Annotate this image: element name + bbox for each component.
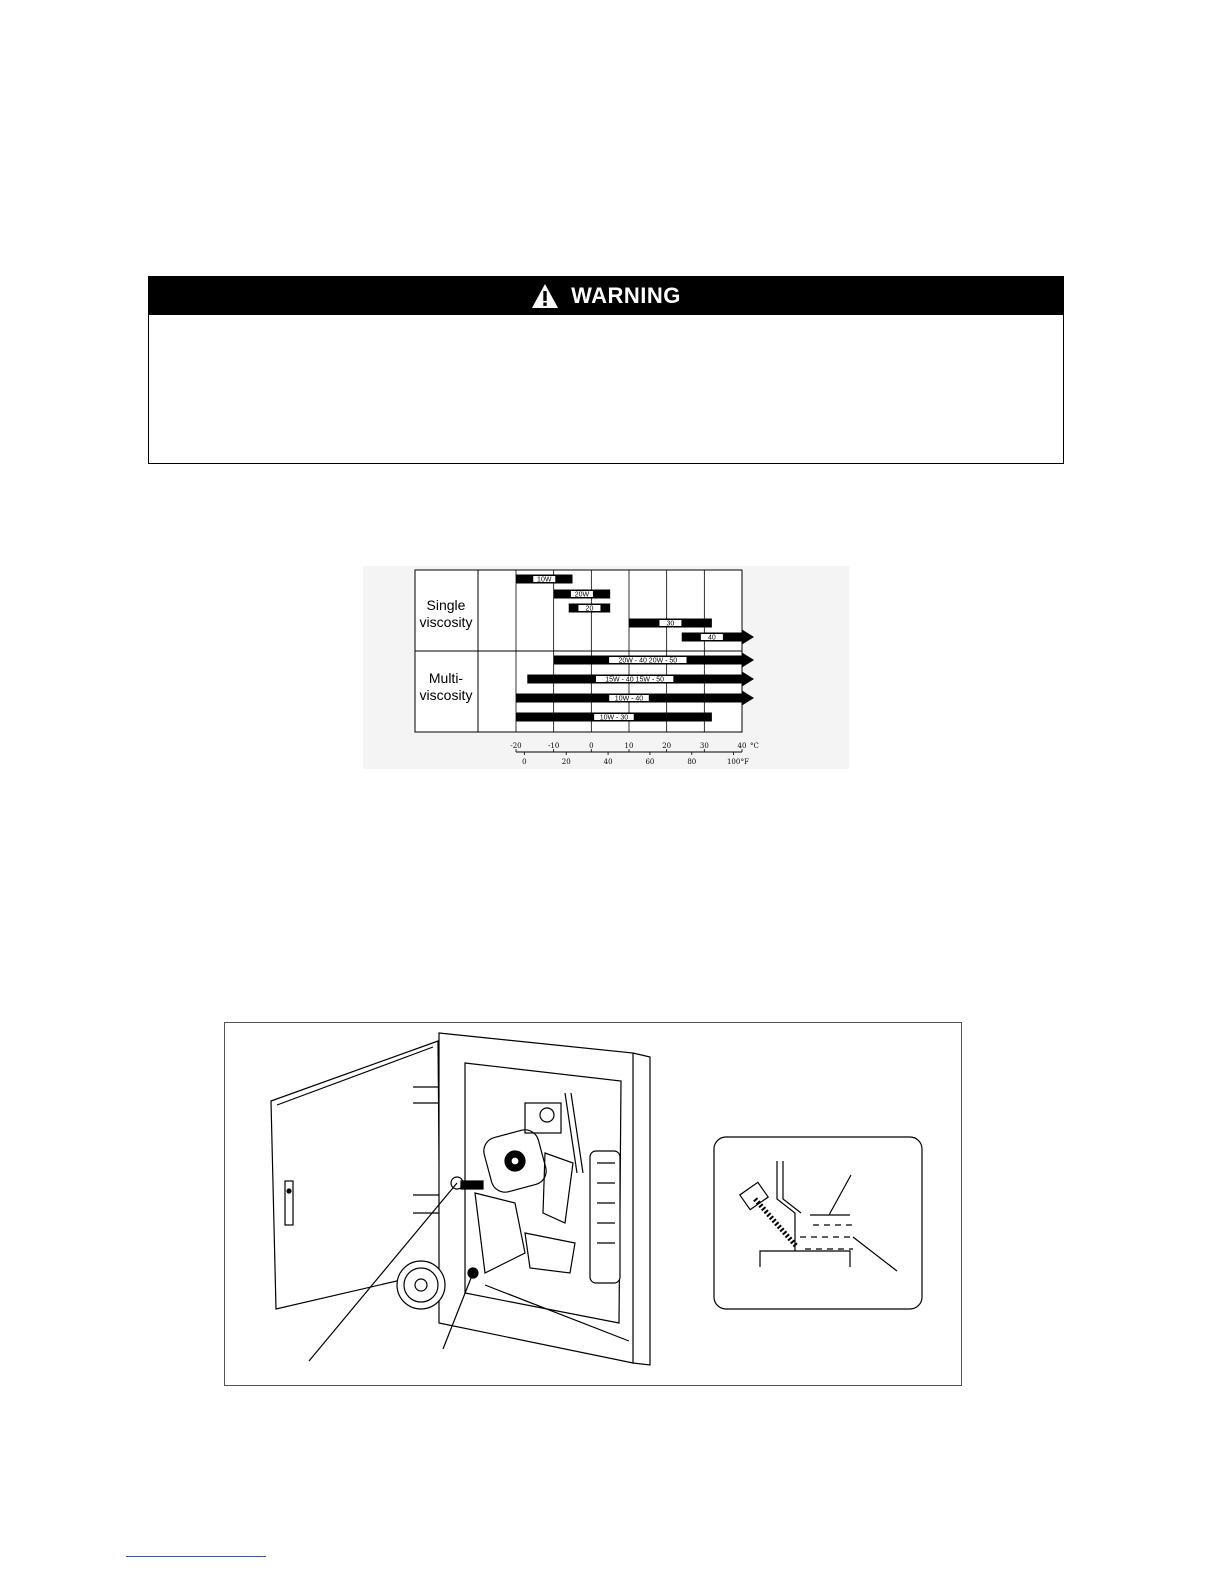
tick-label-f: 60 bbox=[645, 758, 655, 766]
generator-figure bbox=[224, 1022, 962, 1386]
tick-label-f: 80 bbox=[687, 758, 697, 766]
tick-label-f: 20 bbox=[561, 758, 571, 766]
unit-c: °C bbox=[750, 742, 759, 750]
tick-label-c: 0 bbox=[589, 742, 594, 750]
tick-label-c: -20 bbox=[510, 742, 522, 750]
warning-triangle-icon bbox=[531, 283, 559, 309]
chart-axis bbox=[510, 742, 759, 766]
tick-label-c: -10 bbox=[548, 742, 560, 750]
door-latch bbox=[285, 1181, 293, 1225]
tick-label-f: 0 bbox=[522, 758, 527, 766]
chart-svg bbox=[363, 566, 849, 769]
footer-link-underline bbox=[126, 1556, 266, 1557]
bar-label: 10W - 40 bbox=[614, 695, 644, 703]
bar-label: 30 bbox=[666, 620, 675, 628]
bar-arrow bbox=[742, 691, 754, 706]
group-label-multi-2: viscosity bbox=[419, 687, 473, 703]
group-label-single-2: viscosity bbox=[419, 614, 473, 630]
bar-label: 10W - 30 bbox=[599, 714, 629, 722]
muffler bbox=[590, 1151, 620, 1283]
bar-label: 15W - 40 15W - 50 bbox=[605, 676, 665, 684]
warning-title: WARNING bbox=[571, 283, 681, 308]
unit-f: °F bbox=[740, 758, 749, 766]
bar-label: 20W - 40 20W - 50 bbox=[618, 657, 678, 665]
oil-viscosity-chart bbox=[363, 566, 849, 769]
generator-illustration bbox=[225, 1023, 963, 1387]
bar-arrow bbox=[742, 630, 754, 645]
bar-arrow bbox=[742, 653, 754, 668]
tick-label-f: 40 bbox=[603, 758, 613, 766]
bar-arrow bbox=[742, 672, 754, 687]
group-label-multi-1: Multi- bbox=[428, 670, 464, 686]
tick-label-f: 100 bbox=[726, 758, 741, 766]
warning-box bbox=[148, 276, 1064, 464]
bar-label: 10W bbox=[537, 576, 552, 584]
warning-header bbox=[149, 277, 1063, 315]
tick-label-c: 40 bbox=[737, 742, 747, 750]
tick-label-c: 30 bbox=[699, 742, 709, 750]
tick-label-c: 10 bbox=[624, 742, 634, 750]
tick-label-c: 20 bbox=[662, 742, 672, 750]
oil-level-inset bbox=[714, 1137, 922, 1309]
group-label-single-1: Single bbox=[426, 597, 466, 613]
bar-label: 40 bbox=[707, 634, 716, 642]
bar-label: 20 bbox=[585, 605, 594, 613]
bar-label: 20W bbox=[574, 591, 590, 599]
